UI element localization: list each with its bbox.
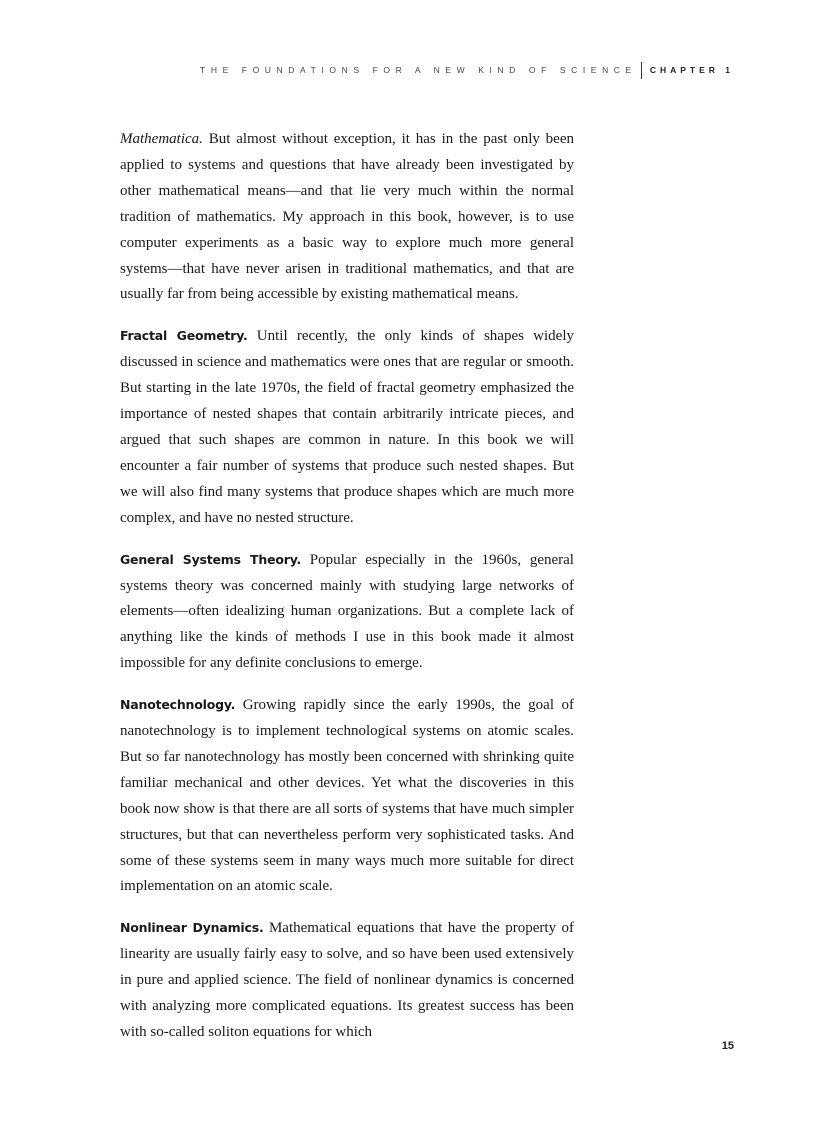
section-text: Until recently, the only kinds of shapes widely discussed in science and mathematics were ones that are regular or smooth. But starting in the late 1970s, the field of fractal geometry emphasized the importance of nested shapes that contain arbitrarily intricate pieces, and argued that such shapes are common in nature. In this book we will encounter a fair number of systems that produce such nested shapes. But we will also find many systems that produce shapes which are much more complex, and have no nested structure. [120, 328, 574, 526]
section-text: Growing rapidly since the early 1990s, the goal of nanotechnology is to implement technological systems on atomic scales. But so far nanotechnology has mostly been concerned with shrinking quite familiar mechanical and other devices. Yet what the discoveries in this book now show is that there are all sorts of systems that have much simpler structures, but that can nevertheless perform very sophisticated tasks. And some of these systems seem in many ways much more suitable for direct implementation on an atomic scale. [120, 697, 574, 895]
section-text: Popular especially in the 1960s, general systems theory was concerned mainly with studying large networks of elements—often idealizing human organizations. But a complete lack of anything like the kinds of methods I use in this book made it almost impossible for any definite conclusions to emerge. [120, 551, 574, 672]
opening-paragraph [120, 127, 574, 308]
section-nanotechnology [120, 692, 574, 900]
paragraph-text: But almost without exception, it has in the past only been applied to systems and questions that have already been investigated by other mathematical means—and that lie very much within the normal tradition of mathematics. My approach in this book, however, is to use computer experiments as a basic way to explore much more general systems—that have never arisen in traditional mathematics, and that are usually far from being accessible by existing mathematical means. [120, 131, 574, 303]
running-header [120, 62, 734, 79]
section-term: Fractal Geometry. [120, 328, 248, 344]
section-term: General Systems Theory. [120, 551, 302, 567]
section-nonlinear-dynamics [120, 915, 574, 1046]
running-header-title: THE FOUNDATIONS FOR A NEW KIND OF SCIENCE [200, 65, 637, 75]
running-header-chapter: CHAPTER 1 [649, 65, 734, 75]
page-number: 15 [721, 1040, 734, 1052]
section-fractal-geometry [120, 323, 574, 531]
section-term: Nonlinear Dynamics. [120, 920, 264, 936]
product-name: Mathematica. [120, 131, 203, 147]
section-general-systems-theory [120, 547, 574, 678]
section-term: Nanotechnology. [120, 697, 236, 713]
header-divider [641, 62, 642, 79]
section-text: Mathematical equations that have the property of linearity are usually fairly easy to solve, and so have been used extensively in pure and applied science. The field of nonlinear dynamics is concerned with analyzing more complicated equations. Its greatest success has been with so-called soliton equations for which [120, 920, 575, 1040]
body-text [120, 127, 574, 1061]
